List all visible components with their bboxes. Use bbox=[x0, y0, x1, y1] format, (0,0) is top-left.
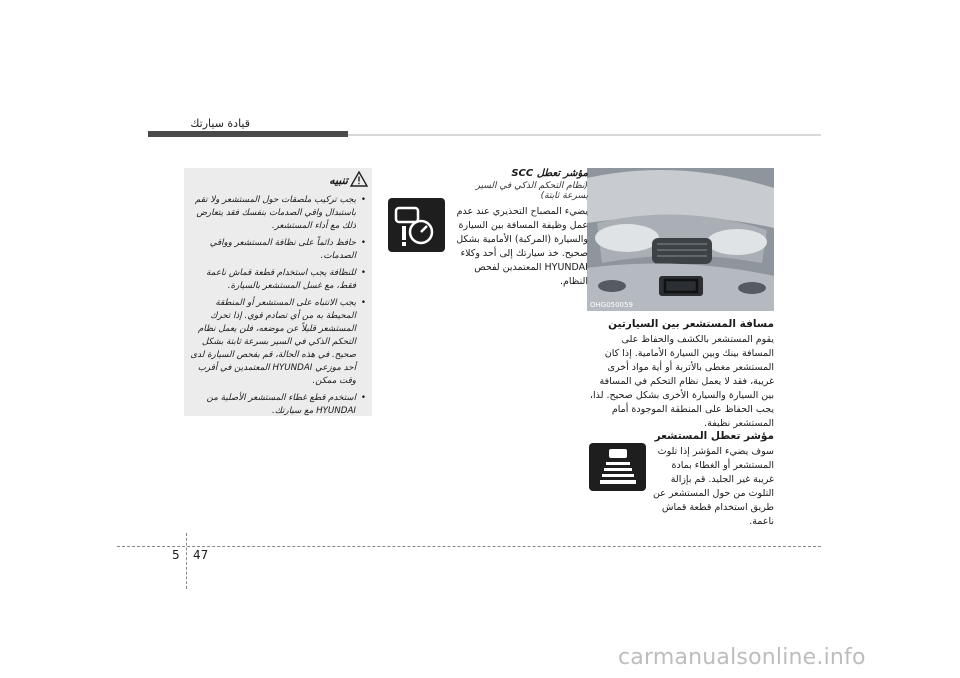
watermark: carmanualsonline.info bbox=[618, 645, 866, 670]
scc-body: يضيء المصباح التحذيري عند عدم عمل وظيفة المسافة بين السيارة والسيارة (المركبة) الأمامية بشكل صحيح. خذ سيارتك إلى أحد وكلاء HYUNDAI المعتمدين لفحص النظام. bbox=[456, 206, 588, 287]
sensor-fault-indicator-icon bbox=[589, 443, 646, 491]
scc-section bbox=[448, 168, 588, 289]
footer-divider bbox=[186, 533, 187, 589]
sensor-fault-body: سوف يضيء المؤشر إذا تلوث المستشعر أو الغطاء بمادة غريبة غير الجليد. قم بإزالة التلوث من حول المستشعر عن طريق استخدام قطعة قماش ناعمة. bbox=[652, 446, 774, 527]
car-illustration bbox=[587, 168, 774, 311]
caution-item: • حافظ دائماً على نظافة المستشعر وواقي الصدمات. bbox=[190, 237, 366, 263]
caution-heading: تنبيه bbox=[329, 174, 348, 187]
caution-box bbox=[184, 168, 372, 416]
caution-item: • استخدم قطع غطاء المستشعر الأصلية من HYUNDAI مع سيارتك. bbox=[190, 392, 366, 418]
speedometer-warning-icon bbox=[388, 198, 445, 252]
distance-section-title: مسافة المستشعر بين السيارتين bbox=[608, 318, 774, 330]
figure-label: OHG050059 bbox=[590, 301, 633, 309]
page-header-title: قيادة سيارتك bbox=[190, 117, 250, 130]
caution-item: • للنظافة يجب استخدام قطعة قماش ناعمة فقط، مع غسل المستشعر بالسيارة. bbox=[190, 267, 366, 293]
distance-section bbox=[587, 318, 774, 431]
distance-section-body: يقوم المستشعر بالكشف والحفاظ على المسافة بينك وبين السيارة الأمامية. إذا كان المستشعر مغطى بالأتربة أو أية مواد أخرى غريبة، فقد لا يعمل نظام التحكم في المسافة بين السيارة والسيارة الأخرى بشكل صحيح. لذا، يجب الحفاظ على المنطقة الموجودة أمام المستشعر نظيفة. bbox=[589, 334, 774, 429]
caution-item: • يجب تركيب ملصقات حول المستشعر ولا تقم باستبدال واقي الصدمات بنفسك فقد يتعارض ذلك مع أداء المستشعر. bbox=[190, 194, 366, 233]
chapter-number: 5 bbox=[172, 548, 180, 562]
scc-warning-indicator-icon bbox=[388, 198, 445, 252]
sensor-fault-title: مؤشر تعطل المستشعر bbox=[654, 430, 774, 442]
scc-title: مؤشر تعطل SCC bbox=[511, 168, 588, 179]
header-rule-accent bbox=[148, 131, 348, 137]
footer-rule bbox=[117, 546, 821, 547]
car-front-photo bbox=[587, 168, 774, 311]
car-distance-icon bbox=[589, 443, 646, 491]
warning-triangle-icon bbox=[350, 171, 368, 187]
caution-list bbox=[190, 194, 366, 422]
page-number: 47 bbox=[193, 548, 209, 562]
scc-subtitle: (نظام التحكم الذكي في السير بسرعة ثابتة) bbox=[475, 181, 588, 201]
caution-item: • يجب الانتباه على المستشعر أو المنطقة المحيطة به من أي تصادم قوي. إذا تحرك المستشعر قليلاً عن موضعه، فلن يعمل نظام التحكم الذكي في السير بسرعة ثابتة بشكل صحيح. في هذه الحالة، قم بفحص السيارة لدى أحد موزعي HYUNDAI المعتمدين في أقرب وقت ممكن. bbox=[190, 297, 366, 388]
sensor-fault-section bbox=[652, 430, 774, 529]
